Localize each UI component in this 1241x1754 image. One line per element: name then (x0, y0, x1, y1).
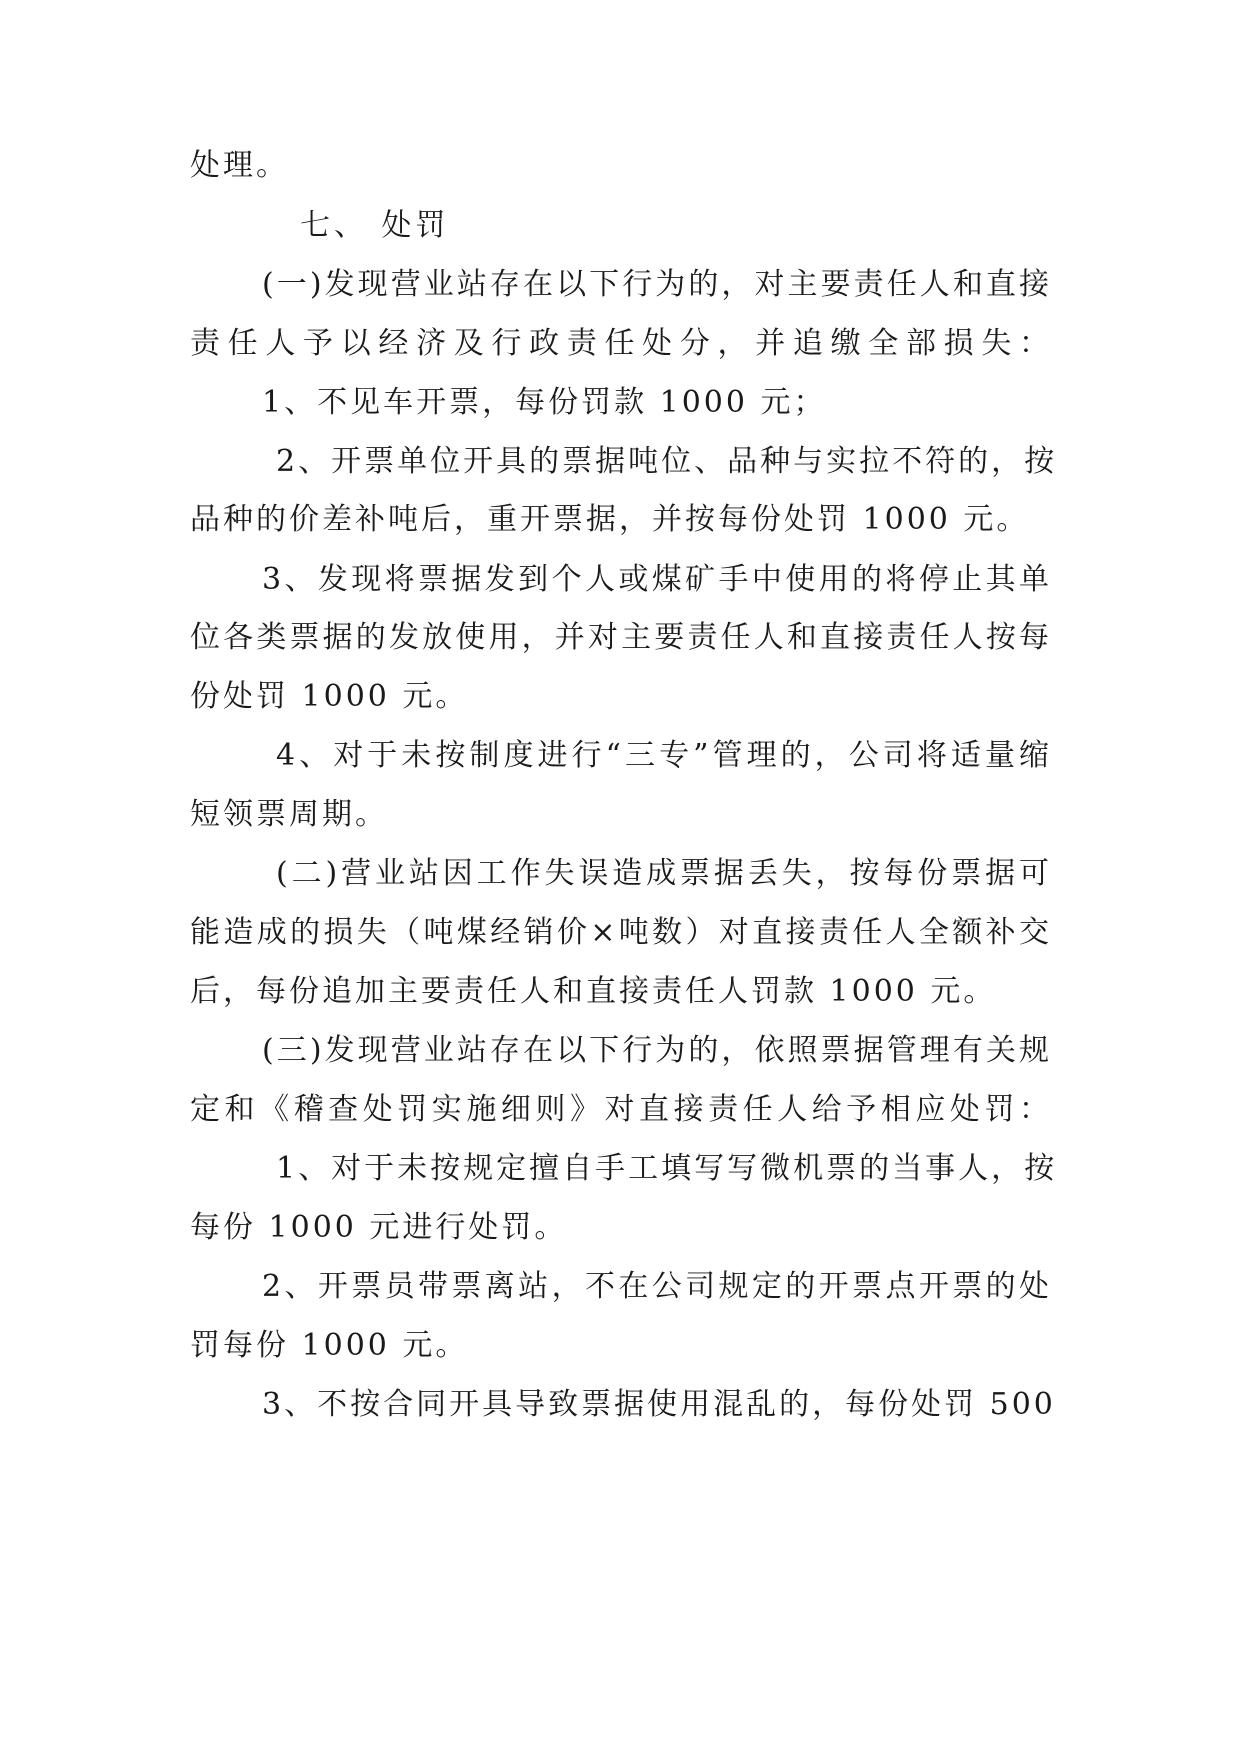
paragraph-line: 4、对于未按制度进行“三专”管理的，公司将适量缩 (276, 738, 1052, 773)
paragraph-line: 定和《稽查处罚实施细则》对直接责任人给予相应处罚： (190, 1092, 1052, 1127)
section-heading: 七、 处罚 (300, 208, 450, 243)
paragraph-line: 2、开票员带票离站，不在公司规定的开票点开票的处 (262, 1269, 1052, 1304)
paragraph-line: 品种的价差补吨后，重开票据，并按每份处罚 1000 元。 (190, 502, 1030, 537)
paragraph-line: 2、开票单位开具的票据吨位、品种与实拉不符的，按 (276, 444, 1058, 479)
paragraph-line: 短领票周期。 (190, 797, 388, 832)
paragraph-line: (二)营业站因工作失误造成票据丢失，按每份票据可 (276, 856, 1052, 891)
paragraph-line: 责任人予以经济及行政责任处分，并追缴全部损失： (190, 326, 1052, 361)
paragraph-line: 每份 1000 元进行处罚。 (190, 1210, 568, 1245)
paragraph-line: 3、不按合同开具导致票据使用混乱的，每份处罚 500 (262, 1387, 1056, 1422)
paragraph-line: 后，每份追加主要责任人和直接责任人罚款 1000 元。 (190, 974, 997, 1009)
paragraph-line: 能造成的损失（吨煤经销价×吨数）对直接责任人全额补交 (190, 915, 1052, 950)
paragraph-line: 1、不见车开票，每份罚款 1000 元； (262, 385, 827, 420)
paragraph-line: 处理。 (190, 148, 289, 183)
paragraph-line: 位各类票据的发放使用，并对主要责任人和直接责任人按每 (190, 620, 1052, 655)
paragraph-line: 罚每份 1000 元。 (190, 1328, 469, 1363)
paragraph-line: (一)发现营业站存在以下行为的，对主要责任人和直接 (262, 267, 1052, 302)
paragraph-line: 3、发现将票据发到个人或煤矿手中使用的将停止其单 (262, 562, 1052, 597)
paragraph-line: (三)发现营业站存在以下行为的，依照票据管理有关规 (262, 1033, 1052, 1068)
paragraph-line: 1、对于未按规定擅自手工填写写微机票的当事人，按 (276, 1151, 1058, 1186)
paragraph-line: 份处罚 1000 元。 (190, 679, 469, 714)
